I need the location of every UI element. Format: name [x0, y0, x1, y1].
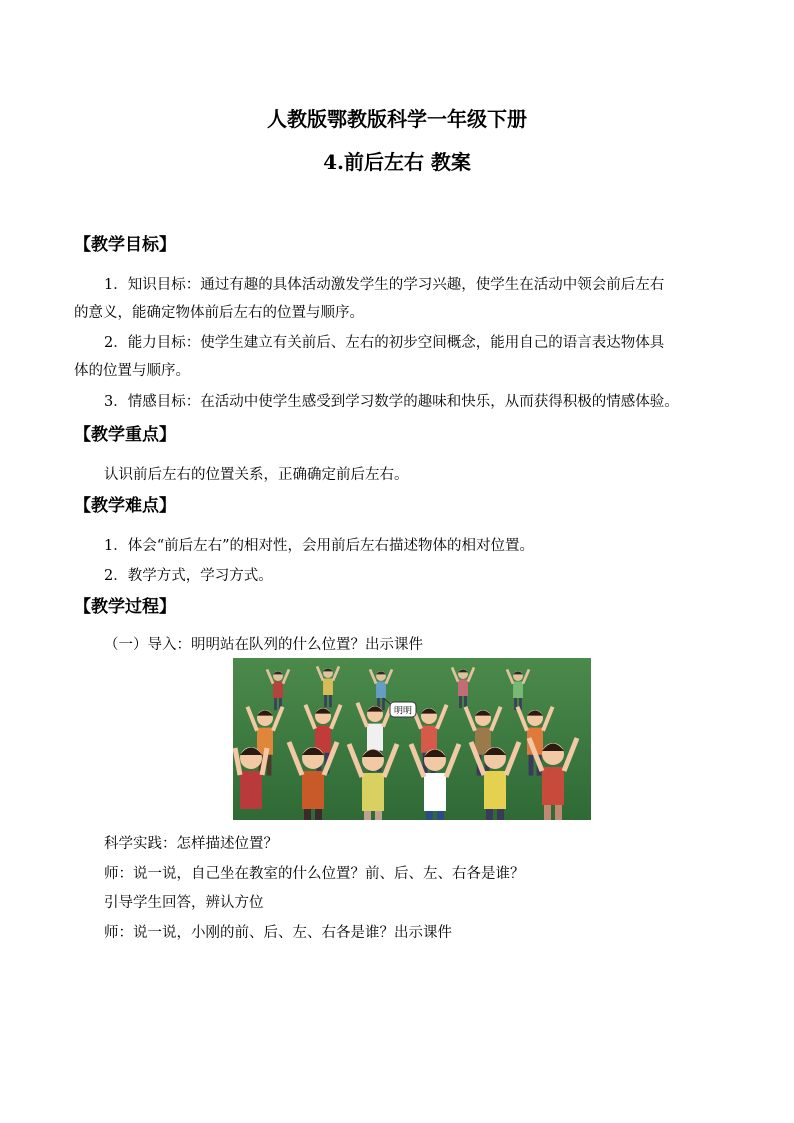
goal-1-line-1: 1．知识目标：通过有趣的具体活动激发学生的学习兴趣，使学生在活动中领会前后左右 — [104, 277, 665, 293]
heading-teaching-goals: 【教学目标】 — [74, 235, 176, 255]
difficulty-2: 2．教学方式，学习方式。 — [104, 568, 273, 584]
process-line-2: 师：说一说，自己坐在教室的什么位置？前、后、左、右各是谁？ — [104, 866, 525, 882]
process-intro: （一）导入：明明站在队列的什么位置？出示课件 — [104, 637, 423, 653]
goal-3-line-1: 3．情感目标：在活动中使学生感受到学习数学的趣味和快乐，从而获得积极的情感体验。 — [104, 394, 679, 410]
heading-teaching-process: 【教学过程】 — [74, 597, 176, 617]
goal-2-line-2: 体的位置与顺序。 — [74, 363, 190, 379]
goal-2-line-1: 2．能力目标：使学生建立有关前后、左右的初步空间概念，能用自己的语言表达物体具 — [104, 335, 665, 351]
queue-illustration-svg — [233, 658, 591, 820]
process-line-3: 引导学生回答，辨认方位 — [104, 895, 264, 911]
heading-teaching-difficulty: 【教学难点】 — [74, 496, 176, 516]
classroom-queue-illustration — [233, 658, 591, 820]
process-line-1: 科学实践：怎样描述位置？ — [104, 836, 278, 852]
key-point-text: 认识前后左右的位置关系，正确确定前后左右。 — [104, 467, 409, 483]
document-subtitle: 4.前后左右 教案 — [323, 150, 471, 174]
document-title: 人教版鄂教版科学一年级下册 — [267, 107, 527, 131]
difficulty-1: 1．体会“前后左右”的相对性，会用前后左右描述物体的相对位置。 — [104, 538, 535, 554]
process-line-4: 师：说一说，小刚的前、后、左、右各是谁？出示课件 — [104, 925, 452, 941]
goal-1-line-2: 的意义，能确定物体前后左右的位置与顺序。 — [74, 305, 364, 321]
mingming-label-text: 明明 — [393, 706, 413, 717]
heading-teaching-key: 【教学重点】 — [74, 425, 176, 445]
